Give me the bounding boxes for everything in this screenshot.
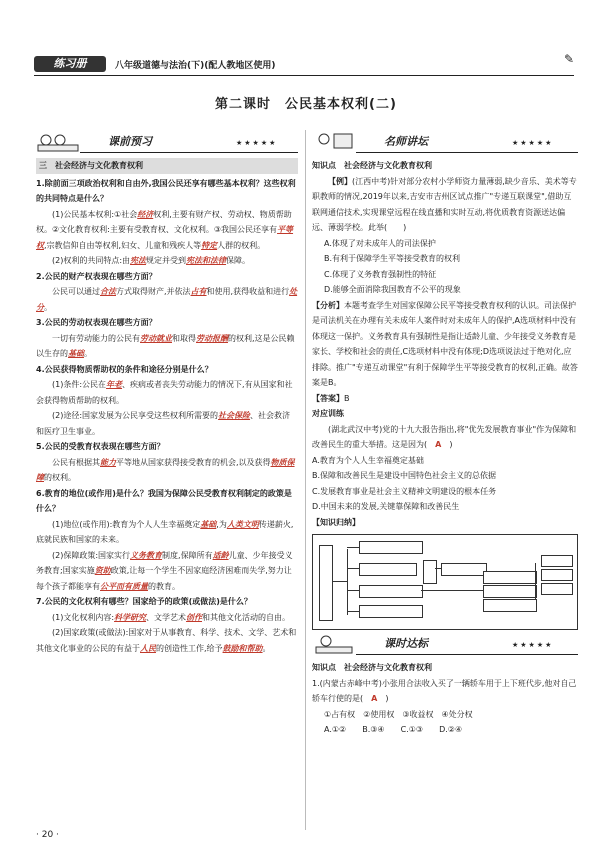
question-6: 6.教育的地位(或作用)是什么？我国为保障公民受教育权利制定的政策是什么？: [36, 488, 292, 513]
left-column: [36, 132, 298, 656]
knowledge-point: 知识点 社会经济与文化教育权利: [312, 663, 432, 672]
banner-label: 课时达标: [384, 637, 428, 650]
question-5: 5.公民的受教育权表现在哪些方面？: [36, 442, 165, 451]
answer-7-part1: (1)文化权利内容:科学研究、文学艺术创作和其他文化活动的自由。: [52, 611, 291, 622]
answer-5: 公民有根据其能力平等地从国家获得接受教育的机会,以及获得物质保障的权利。: [36, 456, 295, 482]
teacher-illustration-icon: [312, 132, 356, 152]
header-decoration-icon: ✎: [563, 52, 574, 66]
example-option: A.体现了对未成年人的司法保护: [324, 238, 436, 248]
example-option: C.体现了义务教育强制性的特征: [324, 269, 437, 279]
stars-icon: ★★★★★: [236, 139, 278, 147]
knowledge-point: 知识点 社会经济与文化教育权利: [312, 161, 432, 170]
banner-label: 名师讲坛: [384, 135, 428, 148]
banner-preview: [36, 132, 298, 154]
student-writing-illustration-icon: [312, 634, 356, 654]
answer-6-part1: (1)地位(或作用):教育为个人人生幸福奠定基础,为人类文明传递薪火,底就民族和国家的未来。: [36, 518, 294, 544]
example-question: 【例】(江西中考)针对部分农村小学师资力量薄弱,缺少音乐、美术等专职教师的情况,2019年以来,吉安市吉州区试点推广"专递互联课堂",借助互联网通信技术,实现课堂远程在线直播和实时互动,将优质教育资源送达偏远、薄弱学校。此举( ): [312, 176, 577, 232]
training-title: 对应训练: [312, 409, 344, 418]
example-option: D.能够全面消除我国教育不公平的现象: [324, 285, 461, 294]
training-option: B.保障和改善民生是建设中国特色社会主义的总依据: [312, 471, 497, 480]
book-title: 八年级道德与法治(下)(配人教地区使用): [115, 61, 276, 71]
answer: 【答案】B: [312, 393, 350, 403]
page-title: 第二课时 公民基本权利(二): [215, 97, 397, 112]
homework-question: 1.(内蒙古赤峰中考)小张用合法收入买了一辆轿车用于上下班代步,他对自己轿车行使的是( A ): [312, 678, 577, 703]
stars-icon: ★★★★★: [512, 139, 554, 147]
question-7: 7.公民的文化权利有哪些？国家给予的政策(或做法)是什么？: [36, 597, 252, 606]
question-4: 4.公民获得物质帮助权的条件和途径分别是什么？: [36, 364, 213, 374]
training-option: D.中国未来的发展,关键靠保障和改善民生: [312, 502, 460, 511]
answer-4-part1: (1)条件:公民在年老、疾病或者丧失劳动能力的情况下,有从国家和社会获得物质帮助的权利。: [36, 379, 293, 405]
answer-2: 公民可以通过合法方式取得财产,并依法占有和使用,获得收益和进行处分。: [36, 286, 298, 312]
section-heading: 三 社会经济与文化教育权利: [36, 158, 298, 174]
knowledge-summary-label: 【知识归纳】: [312, 517, 360, 527]
right-column: [312, 132, 578, 738]
answer-7-part2: (2)国家政策(或做法):国家对于从事教育、科学、技术、文学、艺术和其他文化事业的公民的有益于人民的创造性工作,给予鼓励和帮助。: [36, 628, 297, 653]
banner-lecture: [312, 132, 578, 154]
banner-assessment: [312, 634, 578, 656]
book-logo: 练习册: [34, 56, 106, 72]
question-3: 3.公民的劳动权表现在哪些方面？: [36, 318, 157, 327]
answer-3: 一切有劳动能力的公民有劳动就业和取得劳动报酬的权利,这是公民赖以生存的基础。: [36, 332, 295, 358]
header-rule: [34, 75, 574, 76]
training-question: (湖北武汉中考)党的十九大报告指出,将"优先发展教育事业"作为保障和改善民生的重大举措。这是因为( A ): [312, 424, 577, 449]
answer-1-part2: (2)权利的共同特点:由宪法规定并受到宪法和法律保障。: [52, 255, 251, 265]
banner-label: 课前预习: [108, 135, 152, 148]
stars-icon: ★★★★★: [512, 641, 554, 649]
homework-items: ①占有权 ②使用权 ③收益权 ④处分权: [324, 709, 473, 719]
answer-1-part1: (1)公民基本权利:①社会经济权利,主要有财产权、劳动权、物质帮助权。②文化教育权利:主要有受教育权、文化权利。③我国公民还享有平等权,宗教信仰自由等权利,妇女、儿童和残疾人等特定人群的权利。: [36, 208, 294, 250]
question-2: 2.公民的财产权表现在哪些方面？: [36, 271, 157, 281]
homework-choices: A.①② B.③④ C.①③ D.②④: [324, 725, 463, 734]
page-number: · 20 ·: [36, 830, 59, 840]
column-divider: [305, 130, 306, 830]
training-option: A.教育为个人人生幸福奠定基础: [312, 455, 424, 465]
answer-6-part2: (2)保障政策:国家实行义务教育制度,保障所有适龄儿童、少年接受义务教育;国家实施资助政策,让每一个学生不因家庭经济困难而失学,努力让每个孩子都能享有公平而有质量的教育。: [36, 549, 293, 591]
question-1: 1.除前面三项政治权利和自由外,我国公民还享有哪些基本权利？这些权利的共同特点是什么？: [36, 178, 296, 203]
knowledge-map-diagram: [312, 534, 578, 630]
analysis: 【分析】本题考查学生对国家保障公民平等接受教育权利的认识。司法保护是司法机关在办理有关未成年人案件时对未成年人的保护,A选项材料中没有体现这一保护。义务教育具有强制性是指让适龄儿童、少年接受义务教育是家长、学校和社会的责任,C选项材料中没有体现;D选项说法过于绝对化,应排除。推广"专递互动课堂"有利于保障学生平等接受教育的权利,正确。故答案是B。: [312, 300, 578, 387]
example-option: B.有利于保障学生平等接受教育的权利: [324, 254, 461, 263]
training-option: C.发展教育事业是社会主义精神文明建设的根本任务: [312, 486, 497, 496]
students-illustration-icon: [36, 132, 80, 152]
answer-4-part2: (2)途径:国家发展为公民享受这些权利所需要的社会保险、社会救济和医疗卫生事业。: [36, 410, 291, 436]
